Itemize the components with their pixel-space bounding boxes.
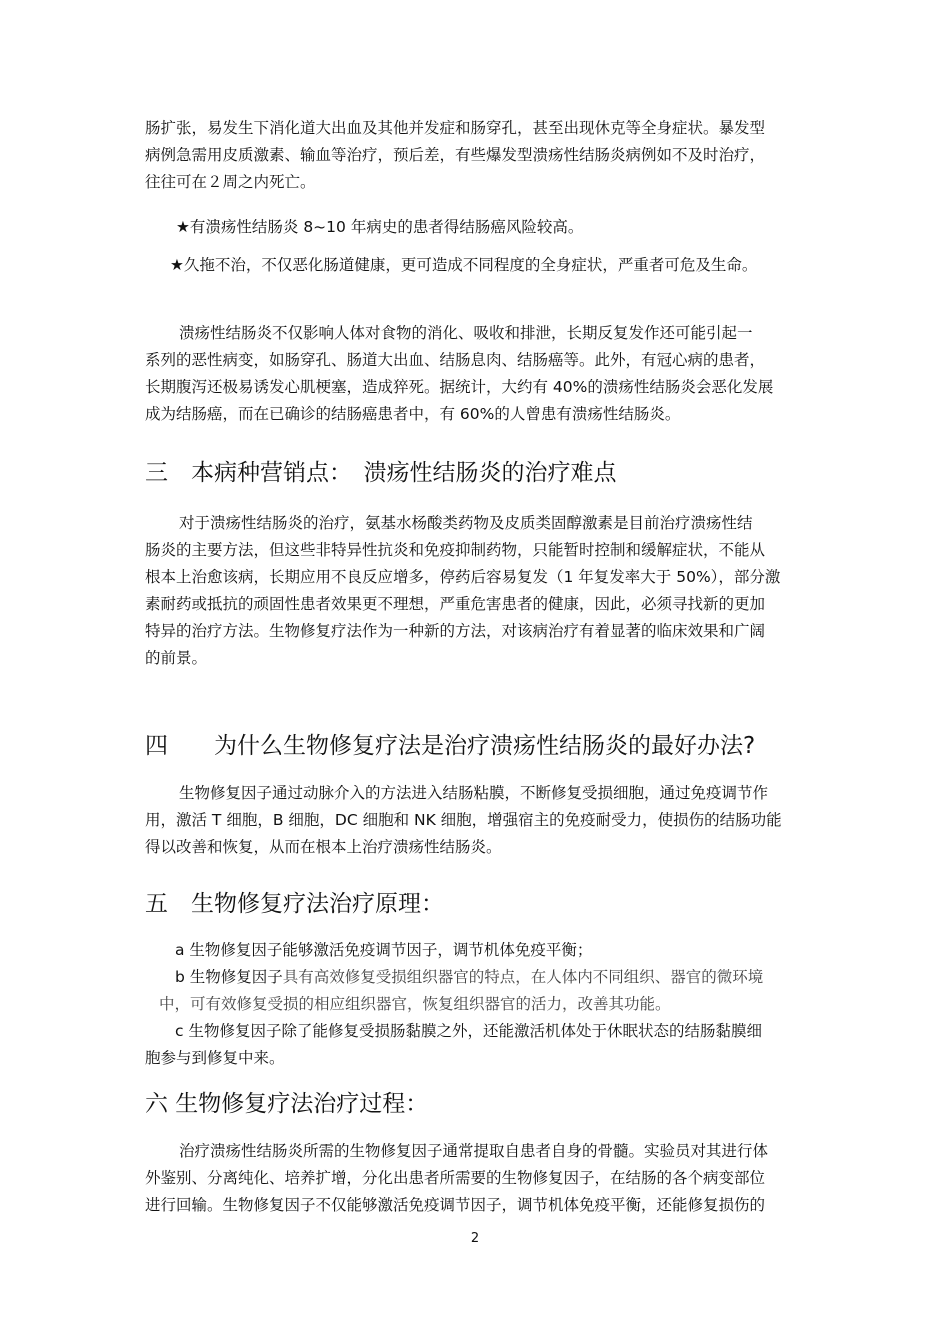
principle-b-line2: 中，可有效修复受损的相应组织器官，恢复组织器官的活力，改善其功能。	[159, 995, 671, 1013]
paragraph-complications	[145, 320, 813, 428]
text-line: 往往可在２周之内死亡。	[145, 173, 316, 191]
principle-b-rest: 具有高效修复受损组织器官的特点，在人体内不同组织、器官的微环境	[282, 968, 764, 986]
star-note-cancer-risk: ★有溃疡性结肠炎 8~10 年病史的患者得结肠癌风险较高。	[176, 218, 584, 236]
text-line: 溃疡性结肠炎不仅影响人体对食物的消化、吸收和排泄，长期反复发作还可能引起一	[179, 324, 753, 342]
section-heading-6: 六 生物修复疗法治疗过程：	[145, 1091, 429, 1117]
text-line: 肠扩张，易发生下消化道大出血及其他并发症和肠穿孔，甚至出现休克等全身症状。暴发型	[145, 119, 766, 137]
text-line: 治疗溃疡性结肠炎所需的生物修复因子通常提取自患者自身的骨髓。实验员对其进行体	[179, 1142, 769, 1160]
paragraph-process	[145, 1138, 813, 1219]
page-number: 2	[470, 1231, 480, 1246]
text-line: 特异的治疗方法。生物修复疗法作为一种新的方法，对该病治疗有着显著的临床效果和广阔	[145, 622, 766, 640]
text-line: 根本上治愈该病，长期应用不良反应增多，停药后容易复发（1 年复发率大于 50%），部分激	[145, 568, 781, 586]
principle-b-lead: b 生物修复因子	[175, 968, 283, 986]
text-line: 进行回输。生物修复因子不仅能够激活免疫调节因子，调节机体免疫平衡，还能修复损伤的	[145, 1196, 766, 1214]
principle-c-line2: 胞参与到修复中来。	[145, 1049, 285, 1067]
text-line: 长期腹泻还极易诱发心肌梗塞，造成猝死。据统计，大约有 40%的溃疡性结肠炎会恶化发展	[145, 378, 774, 396]
section-heading-4: 四 为什么生物修复疗法是治疗溃疡性结肠炎的最好办法?	[145, 733, 756, 759]
text-line: 外鉴别、分离纯化、培养扩增，分化出患者所需要的生物修复因子，在结肠的各个病变部位	[145, 1169, 766, 1187]
principle-b	[145, 964, 813, 991]
text-line: 用，激活 T 细胞，B 细胞，DC 细胞和 NK 细胞，增强宿主的免疫耐受力，使损伤的结肠功能	[145, 811, 782, 829]
section-heading-3: 三 本病种营销点： 溃疡性结肠炎的治疗难点	[145, 460, 617, 486]
text-line: 病例急需用皮质激素、输血等治疗，预后差，有些爆发型溃疡性结肠炎病例如不及时治疗，	[145, 146, 766, 164]
text-line: 系列的恶性病变，如肠穿孔、肠道大出血、结肠息肉、结肠癌等。此外，有冠心病的患者，	[145, 351, 766, 369]
text-line: 的前景。	[145, 649, 208, 667]
paragraph-fulminant-case	[145, 115, 813, 196]
principle-a: a 生物修复因子能够激活免疫调节因子，调节机体免疫平衡；	[175, 941, 593, 959]
text-line: 生物修复因子通过动脉介入的方法进入结肠粘膜，不断修复受损细胞，通过免疫调节作	[179, 784, 769, 802]
text-line: 肠炎的主要方法，但这些非特异性抗炎和免疫抑制药物，只能暂时控制和缓解症状，不能从	[145, 541, 766, 559]
text-line: 得以改善和恢复，从而在根本上治疗溃疡性结肠炎。	[145, 838, 502, 856]
paragraph-bio-repair-best	[145, 780, 813, 861]
star-note-delay-risk: ★久拖不治，不仅恶化肠道健康，更可造成不同程度的全身症状，严重者可危及生命。	[170, 256, 758, 274]
section-heading-5: 五 生物修复疗法治疗原理：	[145, 891, 444, 917]
paragraph-treatment-difficulty	[145, 510, 813, 672]
text-line: 对于溃疡性结肠炎的治疗，氨基水杨酸类药物及皮质类固醇激素是目前治疗溃疡性结	[179, 514, 753, 532]
principle-c: c 生物修复因子除了能修复受损肠黏膜之外，还能激活机体处于休眠状态的结肠黏膜细	[175, 1022, 762, 1040]
text-line: 成为结肠癌，而在已确诊的结肠癌患者中，有 60%的人曾患有溃疡性结肠炎。	[145, 405, 681, 423]
paragraph-principles	[145, 937, 813, 1072]
text-line: 素耐药或抵抗的顽固性患者效果更不理想，严重危害患者的健康，因此，必须寻找新的更加	[145, 595, 766, 613]
